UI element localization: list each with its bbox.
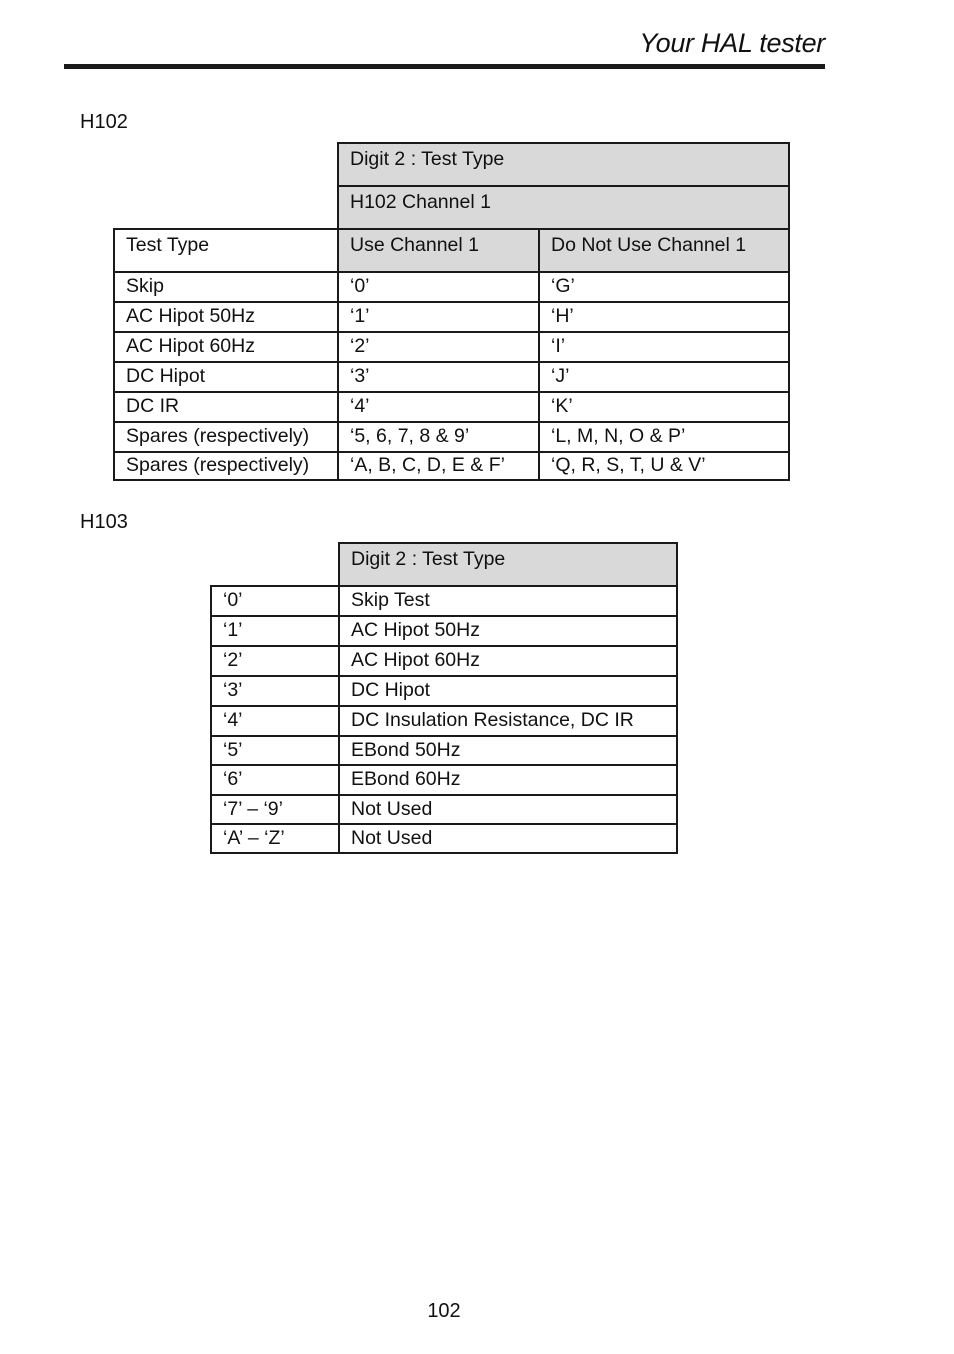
h103-row-7-description: EBond 60Hz (338, 764, 678, 796)
h103-row-7-code: ‘6’ (210, 764, 340, 796)
h102-col-test-type: Test Type (113, 228, 339, 273)
h102-row-4-not-use: ‘J’ (538, 361, 790, 393)
h102-col-use-channel: Use Channel 1 (337, 228, 540, 273)
h103-row-4-code: ‘3’ (210, 675, 340, 707)
h102-row-7-test-type: Spares (respectively) (113, 451, 339, 481)
h102-section-label: H102 (80, 111, 128, 133)
h103-section-label: H103 (80, 511, 128, 533)
h103-row-6-code: ‘5’ (210, 735, 340, 766)
h103-row-3-description: AC Hipot 60Hz (338, 645, 678, 677)
h102-row-7-not-use: ‘Q, R, S, T, U & V’ (538, 451, 790, 481)
h102-row-3-not-use: ‘I’ (538, 331, 790, 363)
h102-row-4-use: ‘3’ (337, 361, 540, 393)
h102-row-3-test-type: AC Hipot 60Hz (113, 331, 339, 363)
h103-row-4-description: DC Hipot (338, 675, 678, 707)
h103-digit-header: Digit 2 : Test Type (338, 542, 678, 587)
h103-row-1-code: ‘0’ (210, 585, 340, 617)
page-number: 102 (427, 1300, 461, 1322)
h103-row-1-description: Skip Test (338, 585, 678, 617)
h102-channel-header: H102 Channel 1 (337, 185, 790, 230)
h102-row-6-test-type: Spares (respectively) (113, 421, 339, 453)
h102-col-not-use-channel: Do Not Use Channel 1 (538, 228, 790, 273)
h103-row-6-description: EBond 50Hz (338, 735, 678, 766)
h102-row-1-use: ‘0’ (337, 271, 540, 303)
h103-row-9-code: ‘A’ – ‘Z’ (210, 823, 340, 854)
h102-row-6-not-use: ‘L, M, N, O & P’ (538, 421, 790, 453)
h102-row-7-use: ‘A, B, C, D, E & F’ (337, 451, 540, 481)
h103-row-8-code: ‘7’ – ‘9’ (210, 794, 340, 825)
header-rule (64, 64, 825, 69)
h102-row-2-use: ‘1’ (337, 301, 540, 333)
h103-row-5-description: DC Insulation Resistance, DC IR (338, 705, 678, 737)
h102-row-3-use: ‘2’ (337, 331, 540, 363)
h102-row-2-not-use: ‘H’ (538, 301, 790, 333)
h102-row-1-test-type: Skip (113, 271, 339, 303)
h102-row-4-test-type: DC Hipot (113, 361, 339, 393)
h102-row-5-use: ‘4’ (337, 391, 540, 423)
h102-row-6-use: ‘5, 6, 7, 8 & 9’ (337, 421, 540, 453)
h103-row-2-description: AC Hipot 50Hz (338, 615, 678, 647)
h102-row-1-not-use: ‘G’ (538, 271, 790, 303)
h103-row-5-code: ‘4’ (210, 705, 340, 737)
h103-row-3-code: ‘2’ (210, 645, 340, 677)
h102-row-5-test-type: DC IR (113, 391, 339, 423)
h102-row-2-test-type: AC Hipot 50Hz (113, 301, 339, 333)
document-header-title: Your HAL tester (639, 28, 825, 58)
h102-digit-header: Digit 2 : Test Type (337, 142, 790, 187)
h103-row-8-description: Not Used (338, 794, 678, 825)
h103-row-9-description: Not Used (338, 823, 678, 854)
h103-row-2-code: ‘1’ (210, 615, 340, 647)
h102-row-5-not-use: ‘K’ (538, 391, 790, 423)
